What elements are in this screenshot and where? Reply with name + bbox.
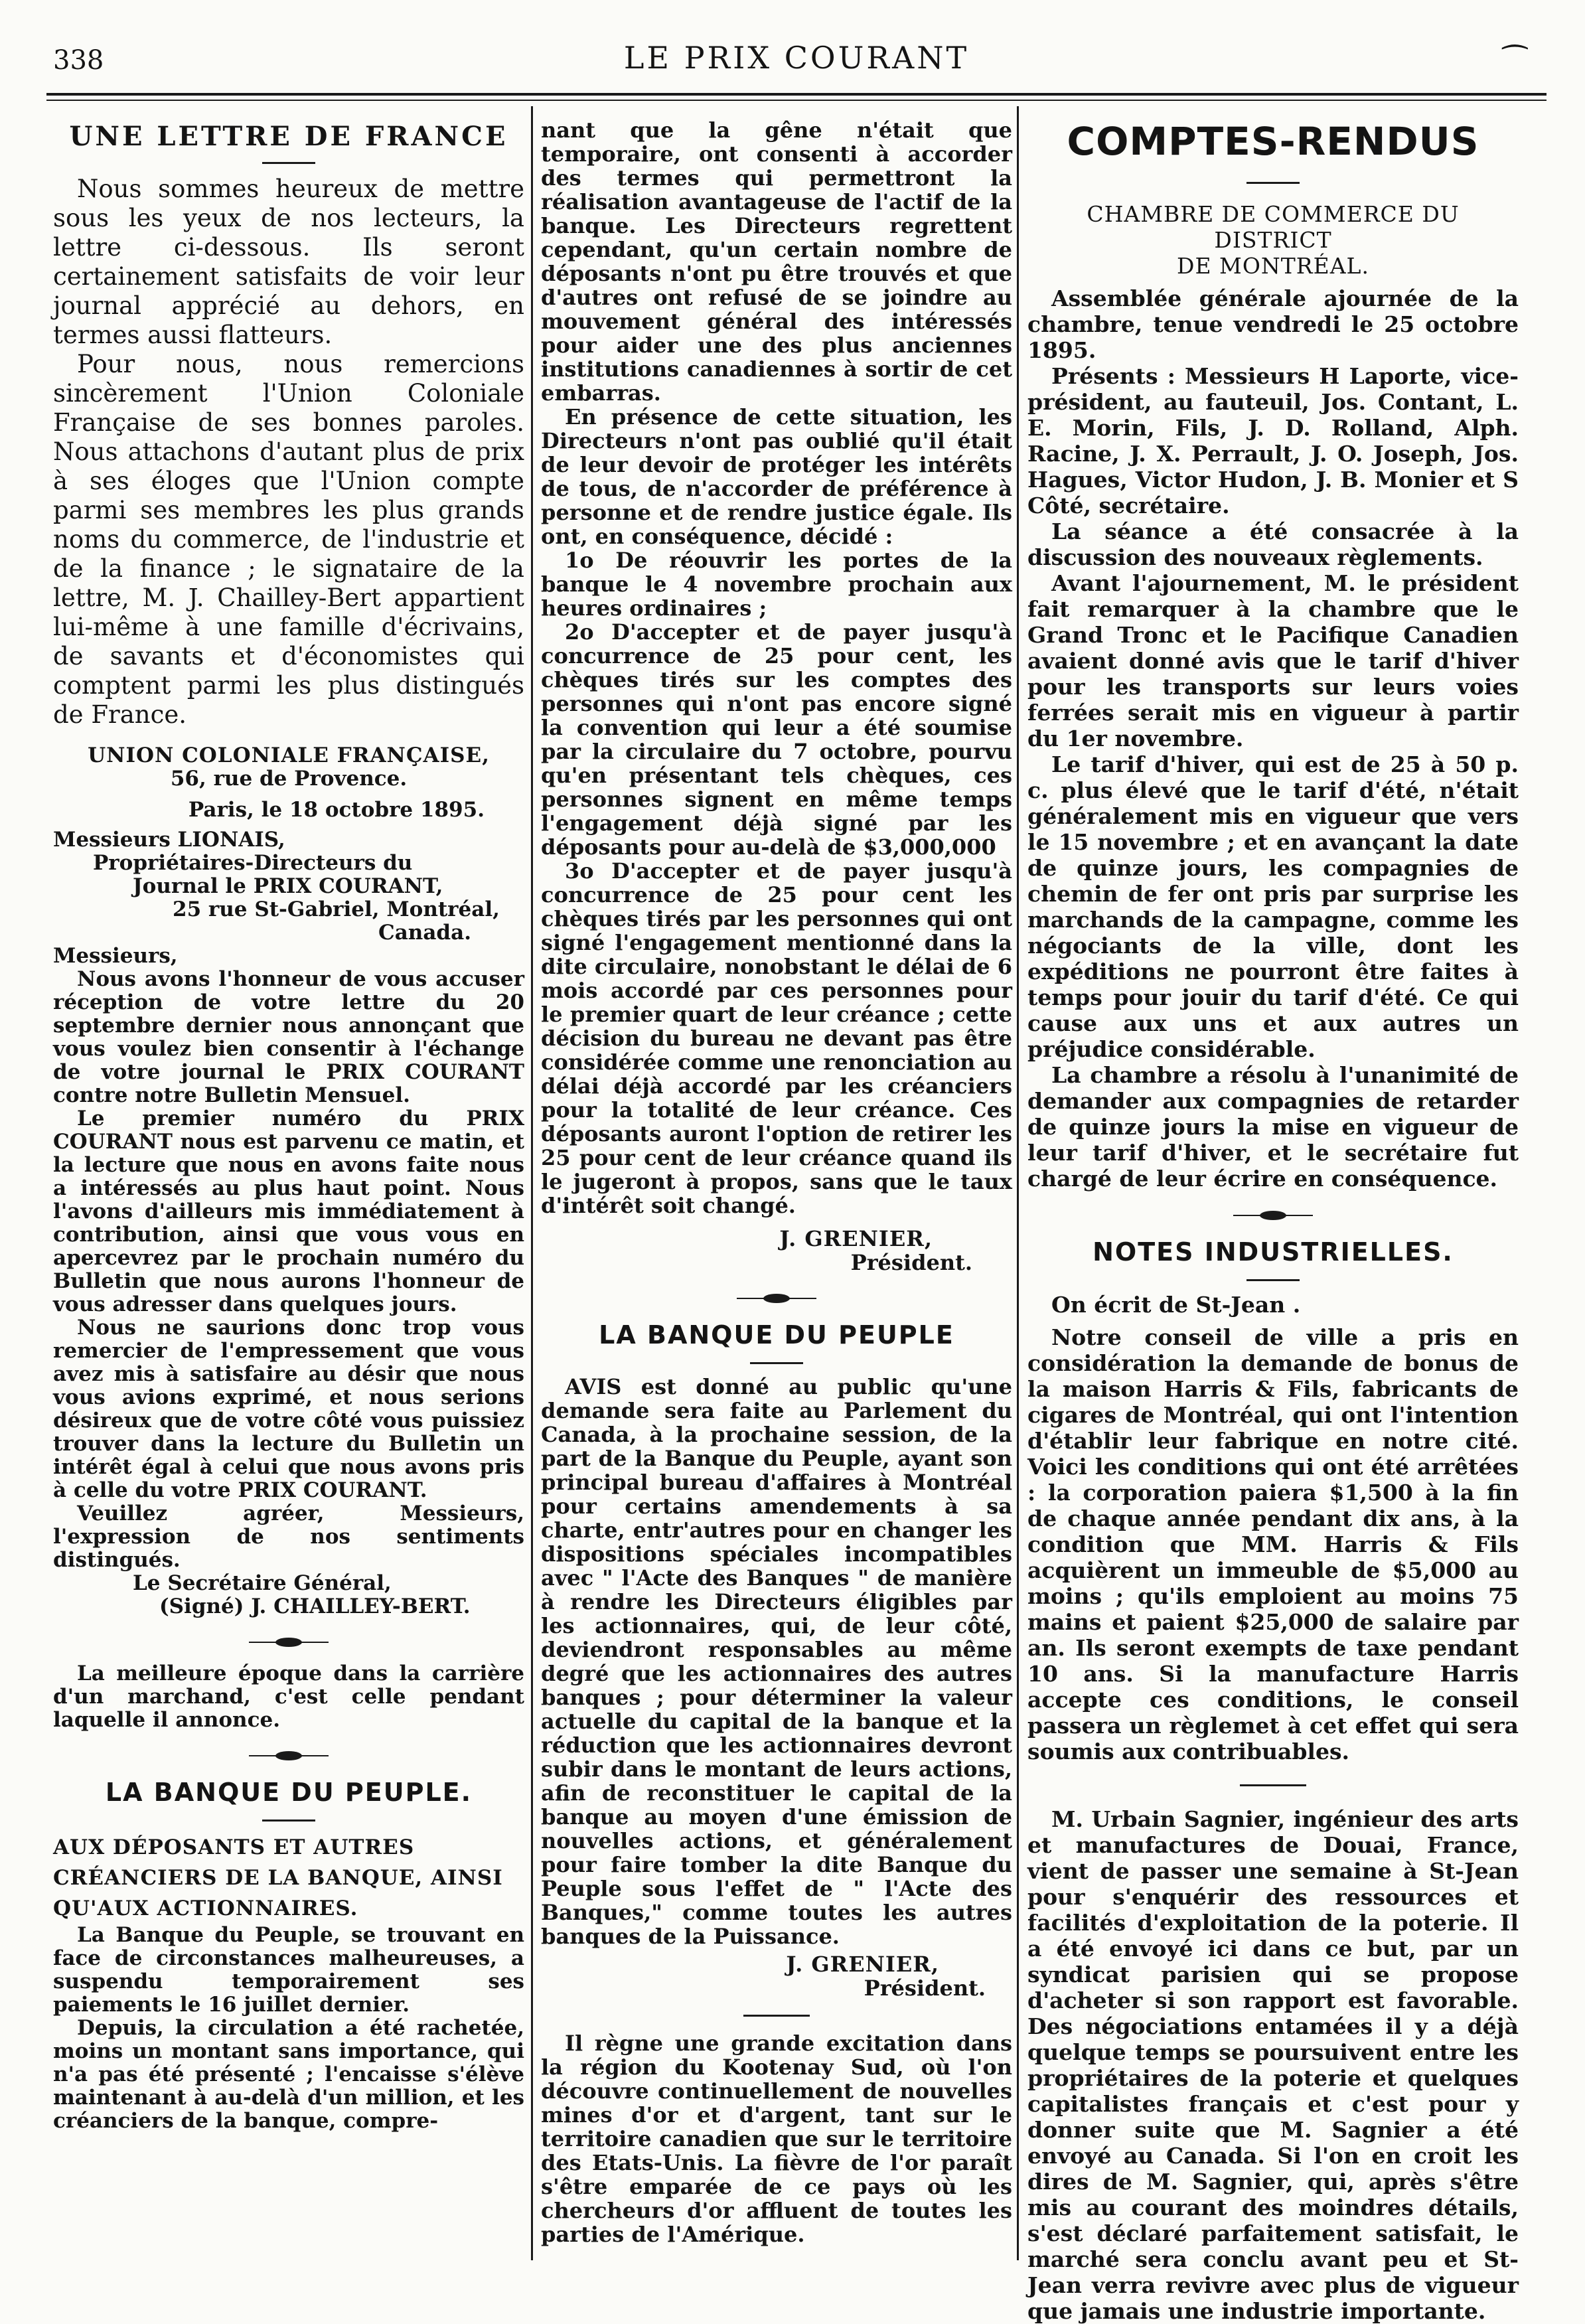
pen-mark-icon: ⁀	[1503, 45, 1527, 79]
chamber-paragraph: La chambre a résolu à l'unanimité de demander aux compagnies de retarder de quinze jours la mise en vigueur de leur tarif d'hiver, et le secrétaire fut chargé de leur écrire en conséquence.	[1027, 1062, 1519, 1192]
addressee-line: Journal le PRIX COURANT,	[133, 874, 443, 898]
ornament-divider	[737, 1292, 816, 1305]
header-rule-thin	[46, 100, 1547, 101]
chamber-paragraph: Présents : Messieurs H Laporte, vice-président, au fauteuil, Jos. Contant, L. E. Morin, Fils, J. D. Rolland, Alph. Racine, J. X. Perrault, J. O. Joseph, Jos. Hagues, Victor Hudon, J. B. Monier et S Côté, secrétaire.	[1027, 363, 1519, 518]
article-title-avis: LA BANQUE DU PEUPLE	[599, 1320, 954, 1350]
dateline: On écrit de St-Jean .	[1051, 1292, 1301, 1318]
signature-name: J. GRENIER,	[779, 1226, 933, 1251]
ornament-divider	[249, 1636, 329, 1649]
title-rule	[1246, 1279, 1300, 1281]
letterhead-address: 56, rue de Provence.	[170, 767, 408, 791]
continuation-paragraph: 1o De réouvrir les portes de la banque le 4 novembre prochain aux heures ordinaires ;	[541, 548, 1012, 621]
banque-subtitle: AUX DÉPOSANTS ET AUTRES CRÉANCIERS DE LA BANQUE, AINSI QU'AUX ACTIONNAIRES.	[53, 1835, 503, 1920]
continuation-paragraph: 3o D'accepter et de payer jusqu'à concurrence de 25 pour cent les chèques tirés par les personnes qui ont signé l'engagement mentionné dans la dite circulaire, nonobstant le délai de 6 mois accordé par ces personnes pour le premier quart de leur créance ; cette décision du bureau ne devant pas être considérée comme une renonciation au délai déjà accordé par les créanciers pour la totalité de leur créance. Ces déposants auront l'option de retirer les 25 pour cent de leur créance quand ils le jugeront à propos, sans que le taux d'intérêt soit changé.	[541, 858, 1012, 1218]
intro-paragraph: Nous sommes heureux de mettre sous les yeux de nos lecteurs, la lettre ci-dessous. Ils seront certainement satisfaits de voir leur journal apprécié au dehors, en termes aussi flatteurs.	[53, 175, 524, 349]
salutation: Messieurs,	[53, 944, 178, 968]
page-header	[46, 40, 1547, 93]
addressee-line: Messieurs LIONAIS,	[53, 828, 285, 852]
column-1	[53, 118, 524, 2256]
signature-name: J. GRENIER,	[786, 1952, 939, 1977]
notes-paragraph: Notre conseil de ville a pris en considération la demande de bonus de la maison Harris & Fils, fabricants de cigares de Montréal, qui ont l'intention d'établir leur fabrique en notre cité. Voici les conditions qui ont été arrêtées : la corporation paiera $1,500 à la fin de chaque année pendant dix ans, à la condition que MM. Harris & Fils acquièrent un immeuble de $5,000 au moins ; qu'ils emploient au moins 75 mains et paient $25,000 de salaire par an. Ils seront exempts de taxe pendant 10 ans. Si la manufacture Harris accepte ces conditions, le conseil passera un règlemet à cet effet qui sera soumis aux contribuables.	[1027, 1324, 1519, 1764]
column-3	[1027, 118, 1519, 2324]
column-2	[541, 118, 1012, 2256]
chamber-heading: DE MONTRÉAL.	[1177, 253, 1369, 279]
section-rule	[1240, 1784, 1306, 1786]
ornament-divider	[249, 1749, 329, 1762]
notes-paragraph: M. Urbain Sagnier, ingénieur des arts et manufactures de Douai, France, vient de passer une semaine à St-Jean pour s'enquérir des ressources et facilités d'exploitation de la poterie. Il a été envoyé ici dans ce but, par un syndicat parisien qui se propose d'acheter si son rapport est favorable. Des négociations entamées il y a déjà quelque temps se poursuivent entre les propriétaires de la poterie et quelques capitalistes français et c'est pour y donner suite que M. Sagnier a été envoyé au Canada. Si l'on en croit les dires de M. Sagnier, qui, après s'être mis au courant des moindres détails, s'est déclaré parfaitement satisfait, le marché sera conclu avant peu et St-Jean verra revivre avec plus de vigueur que jamais une industrie importante.	[1027, 1806, 1519, 2324]
letter-paragraph: Nous avons l'honneur de vous accuser réception de votre lettre du 20 septembre dernier nous annonçant que vous voulez bien consentir à l'échange de votre journal le PRIX COURANT contre notre Bulletin Mensuel.	[53, 967, 524, 1107]
intro-paragraph: Pour nous, nous remercions sincèrement l'Union Coloniale Française de ses bonnes paroles. Nous attachons d'autant plus de prix à ses éloges que l'Union compte parmi ses membres les plus grands noms du commerce, de l'industrie et de la finance ; le signataire de la lettre, M. J. Chailley-Bert appartient lui-même à une famille d'écrivains, de savants et d'économistes qui comptent parmi les plus distingués de France.	[53, 350, 524, 729]
addressee-line: 25 rue St-Gabriel, Montréal,	[173, 897, 500, 921]
article-title-lettre: UNE LETTRE DE FRANCE	[69, 121, 508, 152]
signoff-title: Le Secrétaire Général,	[133, 1571, 392, 1595]
column-divider-2	[1017, 106, 1019, 2260]
letter-paragraph: Veuillez agréer, Messieurs, l'expression de nos sentiments distingués.	[53, 1502, 524, 1572]
kootenay-paragraph: Il règne une grande excitation dans la région du Kootenay Sud, où l'on découvre continuellement de nouvelles mines d'or et d'argent, tant sur le territoire canadien que sur le territoire des Etats-Unis. La fièvre de l'or paraît s'être emparée de ce pays où les chercheurs d'or affluent de toutes les parties de l'Amérique.	[541, 2031, 1012, 2247]
epoch-paragraph: La meilleure époque dans la carrière d'un marchand, c'est celle pendant laquelle il annonce.	[53, 1662, 524, 1732]
addressee-line: Canada.	[378, 921, 471, 945]
chamber-paragraph: Avant l'ajournement, M. le président fait remarquer à la chambre que le Grand Tronc et le Pacifique Canadien avaient donné avis que le tarif d'hiver pour les transports sur leurs voies ferrées serait mis en vigueur à partir du 1er novembre.	[1027, 570, 1519, 751]
section-rule	[743, 2015, 810, 2017]
chamber-paragraph: Le tarif d'hiver, qui est de 25 à 50 p. c. plus élevé que le tarif d'été, n'était généralement mis en vigueur que vers le 15 novembre ; et en avançant la date de quinze jours, les compagnies de chemin de fer ont pris par surprise les marchands de la campagne, comme les négociants de la ville, dont les expéditions ne pourront être faites à temps pour jouir du tarif d'été. Ce qui cause aux uns et aux autres un préjudice considérable.	[1027, 751, 1519, 1062]
chamber-paragraph: Assemblée générale ajournée de la chambre, tenue vendredi le 25 octobre 1895.	[1027, 285, 1519, 363]
chamber-paragraph: La séance a été consacrée à la discussion des nouveaux règlements.	[1027, 518, 1519, 570]
banque-paragraph: Depuis, la circulation a été rachetée, moins un montant sans importance, qui n'a pas été présenté ; l'encaisse s'élève maintenant à au-delà d'un million, et les créanciers de la banque, compre-	[53, 2016, 524, 2133]
title-rule	[262, 1820, 315, 1821]
continuation-paragraph: nant que la gêne n'était que temporaire, ont consenti à accorder des termes qui permettront la réalisation avantageuse de l'actif de la banque. Les Directeurs regrettent cependant, qu'un certain nombre de déposants n'ont pu être trouvés et que d'autres ont refusé de se joindre au mouvement général des intéressés pour aider une des plus anciennes institutions canadiennes à sortir de cet embarras.	[541, 117, 1012, 406]
letterhead: UNION COLONIALE FRANÇAISE,	[88, 743, 490, 767]
addressee-line: Propriétaires-Directeurs du	[93, 851, 413, 875]
ornament-divider	[1233, 1209, 1313, 1222]
section-title-comptes-rendus: COMPTES-RENDUS	[1067, 119, 1479, 164]
section-title-notes: NOTES INDUSTRIELLES.	[1093, 1237, 1454, 1267]
column-divider-1	[531, 106, 533, 2260]
chamber-heading: CHAMBRE DE COMMERCE DU DISTRICT	[1087, 201, 1460, 253]
title-rule	[750, 1362, 803, 1364]
title-rule	[262, 162, 315, 164]
signature-title: Président.	[850, 1250, 972, 1275]
page-number: 338	[53, 45, 104, 76]
continuation-paragraph: En présence de cette situation, les Directeurs n'ont pas oublié qu'il était de leur devoir de protéger les intérêts de tous, de n'accorder de préférence à personne et de rendre justice égale. Ils ont, en conséquence, décidé :	[541, 404, 1012, 549]
continuation-paragraph: 2o D'accepter et de payer jusqu'à concurrence de 25 pour cent, les chèques tirés sur les comptes des personnes qui n'ont pas encore signé la convention qui leur a été soumise par la circulaire du 7 octobre, pourvu qu'en présentant tels chèques, ces personnes signent en même temps l'engagement déjà signé par les déposants pour au-delà de $3,000,000	[541, 619, 1012, 860]
article-title-banque: LA BANQUE DU PEUPLE.	[105, 1778, 473, 1807]
letter-paragraph: Le premier numéro du PRIX COURANT nous est parvenu ce matin, et la lecture que nous en avons faite nous a intéressés au plus haut point. Nous l'avons d'ailleurs mis immédiatement à contribution, ainsi que vous vous en apercevrez par le prochain numéro du Bulletin que nous aurons l'honneur de vous adresser dans quelques jours.	[53, 1107, 524, 1316]
letter-date: Paris, le 18 octobre 1895.	[188, 798, 485, 822]
signature-title: Président.	[864, 1975, 986, 2001]
header-rule-thick	[46, 93, 1547, 96]
letter-paragraph: Nous ne saurions donc trop vous remercier de l'empressement que vous avez mis à satisfaire au désir que nous vous avions exprimé, et nous serions désireux que de votre côté vous puissiez trouver dans la lecture du Bulletin un intérêt égal à celui que nous avons pris à celle du votre PRIX COURANT.	[53, 1316, 524, 1502]
avis-paragraph: AVIS est donné au public qu'une demande sera faite au Parlement du Canada, à la prochaine session, de la part de la Banque du Peuple, ayant son principal bureau d'affaires à Montréal pour certains amendements à sa charte, entr'autres pour en changer les dispositions spéciales incompatibles avec " l'Acte des Banques " de manière à rendre les Directeurs éligibles par les actionnaires, qui, de leur côté, deviendront responsables au même degré que les actionnaires des autres banques ; pour déterminer la valeur actuelle du capital de la banque et la réduction que les actionnaires devront subir dans le montant de leurs actions, afin de reconstituer le capital de la banque au moyen d'une émission de nouvelles actions, et généralement pour faire tomber la dite Banque du Peuple sous l'effet de " l'Acte des Banques," comme toutes les autres banques de la Puissance.	[541, 1374, 1012, 1949]
signoff-signature: (Signé) J. CHAILLEY-BERT.	[159, 1594, 471, 1618]
masthead: LE PRIX COURANT	[623, 40, 970, 76]
title-rule	[1246, 182, 1300, 184]
banque-paragraph: La Banque du Peuple, se trouvant en face de circonstances malheureuses, a suspendu temporairement ses paiements le 16 juillet dernier.	[53, 1923, 524, 2017]
